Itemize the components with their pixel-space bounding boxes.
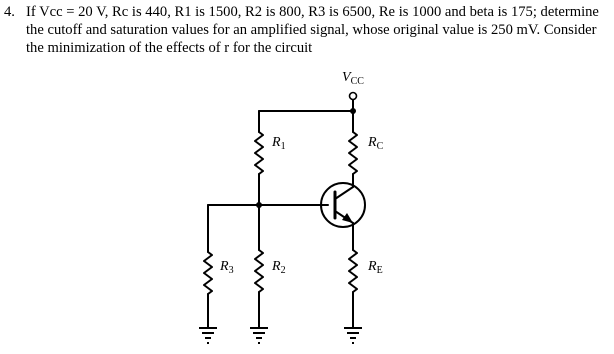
re-label: $R_E$ xyxy=(368,259,383,276)
transistor-collector xyxy=(335,187,353,199)
ground-re xyxy=(344,328,362,343)
r2-label: $R_2$ xyxy=(272,259,286,276)
ground-r2 xyxy=(250,328,268,343)
problem-text: If Vcc = 20 V, Rc is 440, R1 is 1500, R2 is 800, R3 is 6500, Re is 1000 and beta is 175; determine the cutoff and saturation values for an amplified signal, whose original value is 250 mV. Consider the minimization of the effects of r for the circuit xyxy=(26,4,599,56)
r1-label: $R_1$ xyxy=(272,135,286,152)
r2-resistor xyxy=(255,250,263,292)
r1-resistor xyxy=(255,132,263,174)
r3-resistor xyxy=(204,252,212,294)
vcc-terminal xyxy=(350,93,357,100)
ground-r3 xyxy=(199,328,217,343)
emitter-arrow xyxy=(342,213,353,223)
problem-number: 4. xyxy=(4,4,15,20)
rc-label: $R_C$ xyxy=(368,135,384,152)
vcc-label: $V_{CC}$ xyxy=(342,70,364,87)
re-resistor xyxy=(349,250,357,292)
r3-label: $R_3$ xyxy=(220,259,234,276)
rc-resistor xyxy=(349,132,357,174)
